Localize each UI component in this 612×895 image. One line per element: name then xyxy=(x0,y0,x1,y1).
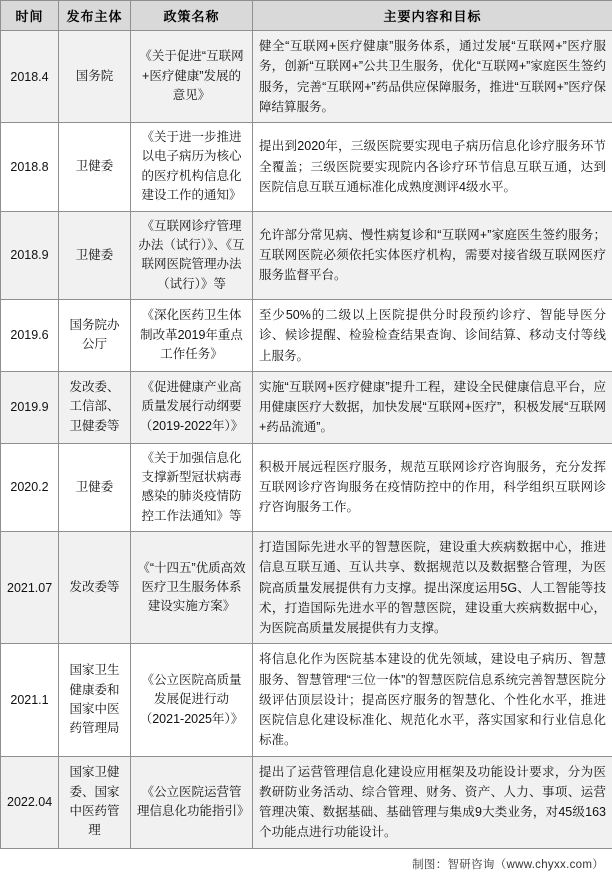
cell-time: 2018.4 xyxy=(1,31,59,123)
table-row xyxy=(1,443,612,532)
cell-content: 积极开展远程医疗服务，规范互联网诊疗咨询服务，充分发挥互联网诊疗咨询服务在疫情防控中的作用，科学组织互联网诊疗咨询服务工作。 xyxy=(253,443,612,532)
column-header-org: 发布主体 xyxy=(59,1,131,31)
cell-policy-name: 《关于促进“互联网+医疗健康”发展的意见》 xyxy=(131,31,253,123)
cell-org: 国家卫健委、国家中医药管理 xyxy=(59,756,131,848)
table-row xyxy=(1,371,612,443)
source-credit: 制图：智研咨询（www.chyxx.com） xyxy=(412,858,604,871)
cell-org: 卫健委 xyxy=(59,443,131,532)
cell-content: 健全“互联网+医疗健康”服务体系，通过发展“互联网+”医疗服务，创新“互联网+”公共卫生服务，优化“互联网+”家庭医生签约服务，完善“互联网+”药品供应保障服务，推进“互联网+”医疗保障结算服务。 xyxy=(253,31,612,123)
table-row xyxy=(1,123,612,212)
cell-content: 至少50%的二级以上医院提供分时段预约诊疗、智能导医分诊、候诊提醒、检验检查结果查询、诊间结算、移动支付等线上服务。 xyxy=(253,300,612,372)
cell-org: 国务院办公厅 xyxy=(59,300,131,372)
cell-policy-name: 《关于进一步推进以电子病历为核心的医疗机构信息化建设工作的通知》 xyxy=(131,123,253,212)
cell-time: 2019.9 xyxy=(1,371,59,443)
table-row xyxy=(1,211,612,300)
cell-time: 2018.8 xyxy=(1,123,59,212)
column-header-time: 时间 xyxy=(1,1,59,31)
cell-content: 提出了运营管理信息化建设应用框架及功能设计要求，分为医教研防业务活动、综合管理、财务、资产、人力、事项、运营管理决策、数据基础、基础管理与集成9大类业务，对45级163个功能点进行功能设计。 xyxy=(253,756,612,848)
cell-org: 卫健委 xyxy=(59,211,131,300)
table-row xyxy=(1,532,612,644)
cell-org: 发改委等 xyxy=(59,532,131,644)
cell-org: 国务院 xyxy=(59,31,131,123)
cell-time: 2022.04 xyxy=(1,756,59,848)
cell-time: 2020.2 xyxy=(1,443,59,532)
table-row xyxy=(1,31,612,123)
table-row xyxy=(1,756,612,848)
cell-content: 允许部分常见病、慢性病复诊和“互联网+”家庭医生签约服务；互联网医院必须依托实体医疗机构，需要对接省级互联网医疗服务监督平台。 xyxy=(253,211,612,300)
column-header-name: 政策名称 xyxy=(131,1,253,31)
table-row xyxy=(1,300,612,372)
cell-policy-name: 《“十四五”优质高效医疗卫生服务体系建设实施方案》 xyxy=(131,532,253,644)
cell-policy-name: 《促进健康产业高质量发展行动纲要（2019-2022年）》 xyxy=(131,371,253,443)
cell-content: 打造国际先进水平的智慧医院，建设重大疾病数据中心，推进信息互联互通、互认共享、数据规范以及数据整合管理，为医院高质量发展提供有力支撑。提出深度运用5G、人工智能等技术，打造国际先进水平的智慧医院，建设重大疾病数据中心，为医院高质量发展提供有力支撑。 xyxy=(253,532,612,644)
cell-content: 提出到2020年，三级医院要实现电子病历信息化诊疗服务环节全覆盖；三级医院要实现院内各诊疗环节信息互联互通，达到医院信息互联互通标准化成熟度测评4级水平。 xyxy=(253,123,612,212)
cell-time: 2021.07 xyxy=(1,532,59,644)
cell-org: 发改委、工信部、卫健委等 xyxy=(59,371,131,443)
cell-content: 将信息化作为医院基本建设的优先领域，建设电子病历、智慧服务、智慧管理“三位一体”的智慧医院信息系统完善智慧医院分级评估顶层设计；提高医疗服务的智慧化、个性化水平，推进医院信息化建设标准化、规范化水平，落实国家和行业信息化标准。 xyxy=(253,644,612,756)
table-row xyxy=(1,644,612,756)
cell-policy-name: 《公立医院运营管理信息化功能指引》 xyxy=(131,756,253,848)
cell-org: 国家卫生健康委和国家中医药管理局 xyxy=(59,644,131,756)
column-header-content: 主要内容和目标 xyxy=(253,1,612,31)
table-header-row xyxy=(1,1,612,31)
cell-time: 2018.9 xyxy=(1,211,59,300)
cell-policy-name: 《关于加强信息化支撑新型冠状病毒感染的肺炎疫情防控工作法通知》等 xyxy=(131,443,253,532)
cell-time: 2019.6 xyxy=(1,300,59,372)
cell-policy-name: 《深化医药卫生体制改革2019年重点工作任务》 xyxy=(131,300,253,372)
cell-time: 2021.1 xyxy=(1,644,59,756)
cell-org: 卫健委 xyxy=(59,123,131,212)
cell-policy-name: 《互联网诊疗管理办法（试行）》、《互联网医院管理办法（试行）》等 xyxy=(131,211,253,300)
cell-policy-name: 《公立医院高质量发展促进行动（2021-2025年）》 xyxy=(131,644,253,756)
cell-content: 实施“互联网+医疗健康”提升工程，建设全民健康信息平台，应用健康医疗大数据，加快发展“互联网+医疗”，积极发展“互联网+药品流通”。 xyxy=(253,371,612,443)
